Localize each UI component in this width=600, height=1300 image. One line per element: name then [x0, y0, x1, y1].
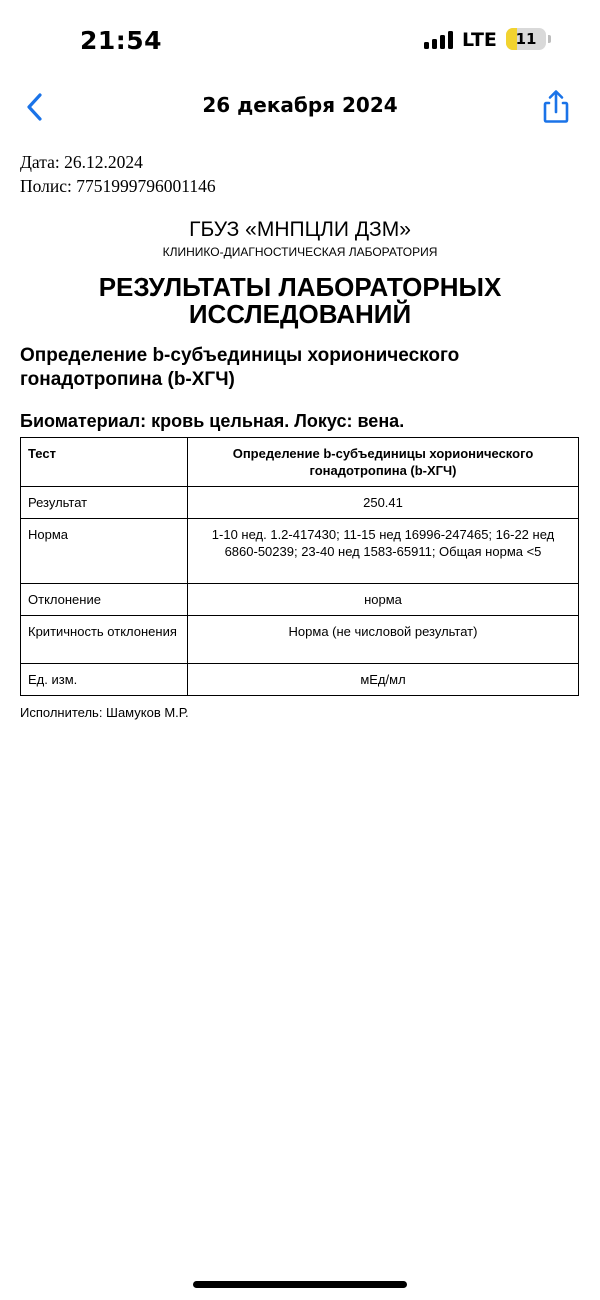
row-label: Критичность отклонения — [21, 616, 188, 664]
organization-name: ГБУЗ «МНПЦЛИ ДЗМ» — [189, 218, 411, 241]
battery-icon — [506, 28, 546, 50]
row-label: Отклонение — [21, 584, 188, 616]
row-value: Норма (не числовой результат) — [188, 616, 579, 664]
results-table — [20, 437, 579, 696]
biomaterial: Биоматериал: кровь цельная. Локус: вена. — [20, 411, 405, 431]
table-row — [21, 664, 579, 696]
row-value: 250.41 — [188, 487, 579, 519]
status-bar — [0, 0, 600, 80]
test-name: Определение b-субъединицы хорионического гонадотропина (b-ХГЧ) — [20, 345, 460, 390]
report-date: Дата: 26.12.2024 — [20, 152, 143, 172]
table-row — [21, 616, 579, 664]
row-value: норма — [188, 584, 579, 616]
insurance-policy: Полис: 7751999796001146 — [20, 176, 216, 196]
row-label: Норма — [21, 519, 188, 584]
executor: Исполнитель: Шамуков М.Р. — [20, 705, 189, 720]
table-row — [21, 584, 579, 616]
network-type: LTE — [462, 29, 497, 51]
chevron-left-icon — [20, 88, 54, 126]
battery-level: 11 — [515, 30, 537, 48]
nav-bar — [0, 80, 600, 134]
row-label: Ед. изм. — [21, 664, 188, 696]
page-title: 26 декабря 2024 — [202, 93, 398, 117]
table-row — [21, 487, 579, 519]
table-row — [21, 519, 579, 584]
organization-subtitle: КЛИНИКО-ДИАГНОСТИЧЕСКАЯ ЛАБОРАТОРИЯ — [162, 245, 438, 259]
row-value: 1-10 нед. 1.2-417430; 11-15 нед 16996-247465; 16-22 нед 6860-50239; 23-40 нед 1583-65911; Общая норма <5 — [188, 519, 579, 584]
share-button[interactable] — [538, 86, 574, 126]
report-title: РЕЗУЛЬТАТЫ ЛАБОРАТОРНЫХ ИССЛЕДОВАНИЙ — [98, 272, 502, 329]
table-header-row — [21, 438, 579, 487]
back-button[interactable] — [20, 88, 54, 126]
share-icon — [538, 86, 574, 126]
row-value: мЕд/мл — [188, 664, 579, 696]
table-header-label: Тест — [21, 438, 188, 487]
cellular-signal-icon — [424, 31, 454, 49]
table-header-value: Определение b-субъединицы хорионического гонадотропина (b-ХГЧ) — [188, 438, 579, 487]
row-label: Результат — [21, 487, 188, 519]
home-indicator[interactable] — [193, 1281, 407, 1288]
lab-report — [20, 150, 580, 721]
status-time: 21:54 — [80, 26, 163, 55]
